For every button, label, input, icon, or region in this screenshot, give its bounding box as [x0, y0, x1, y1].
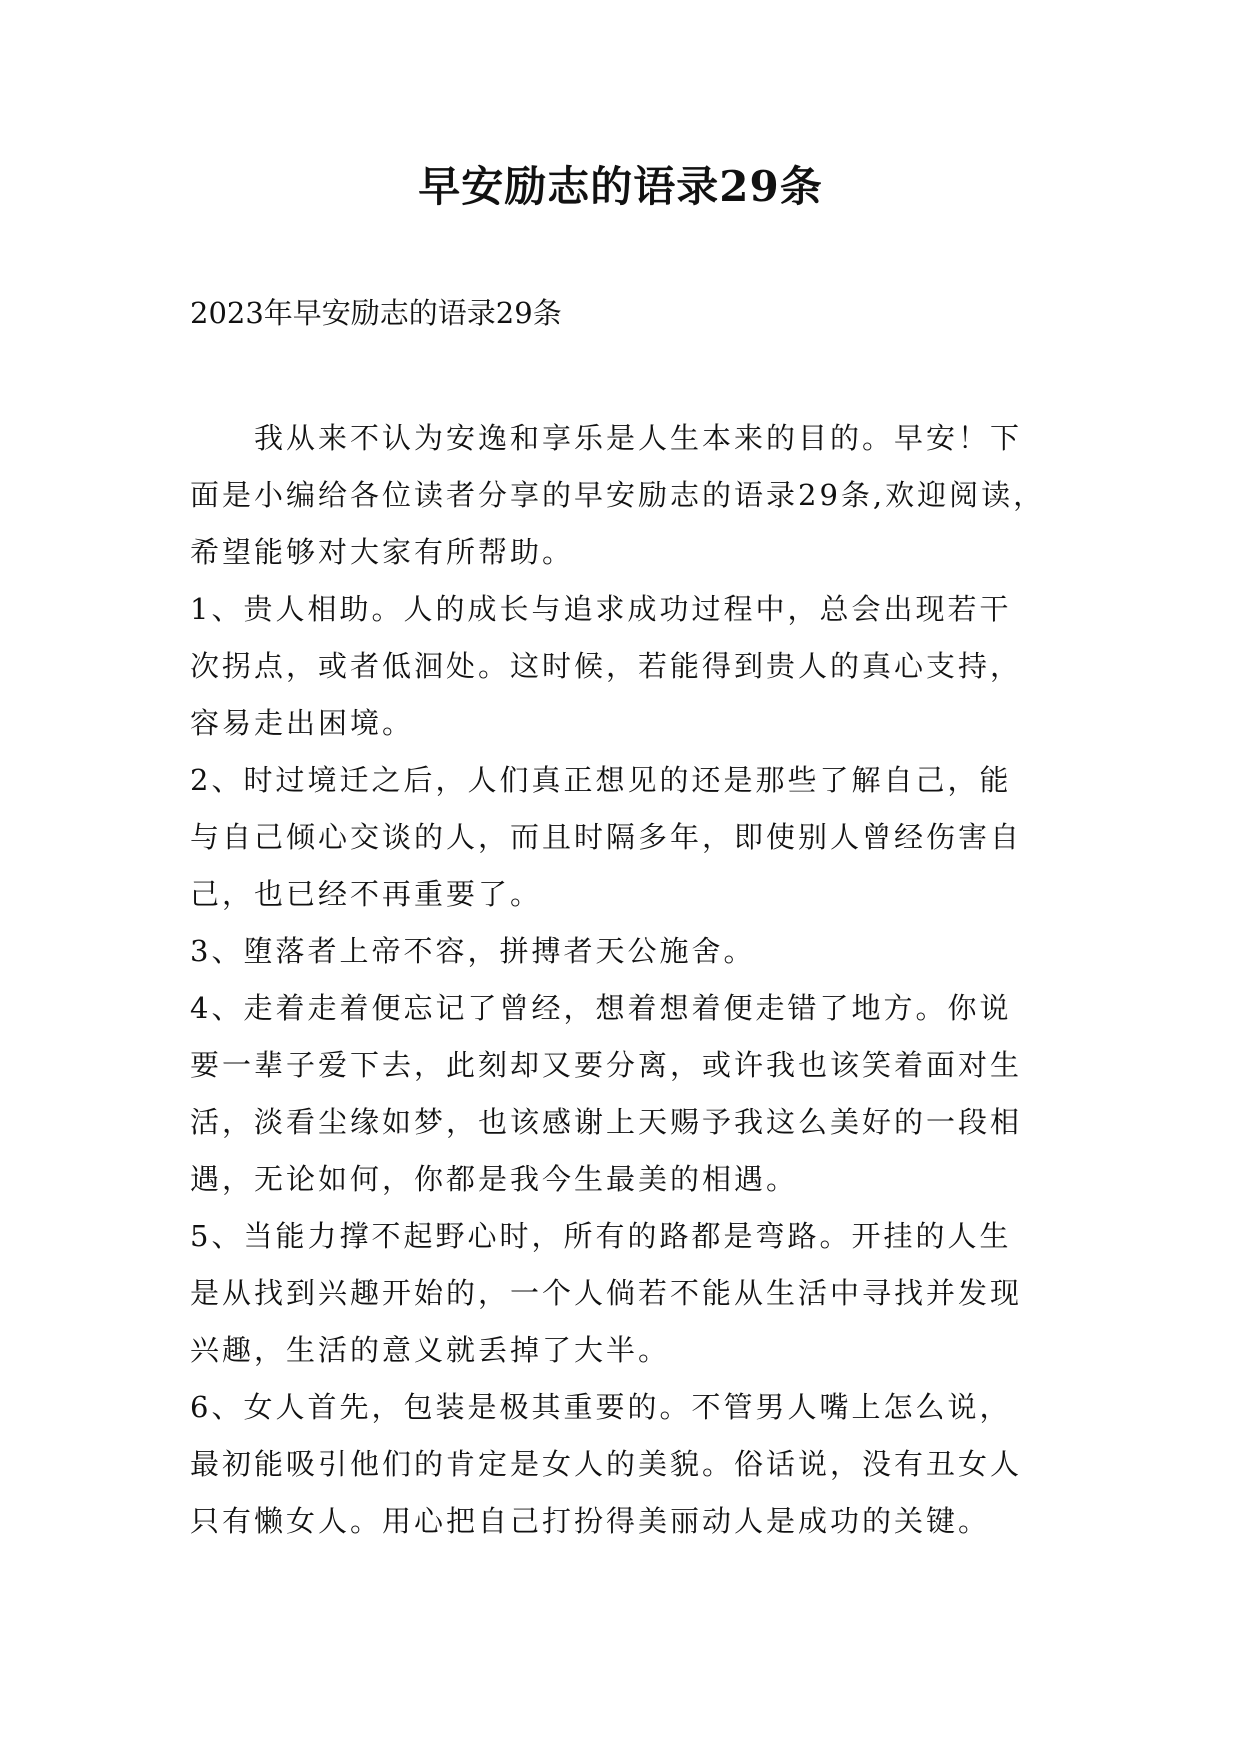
body-line: 次拐点，或者低洄处。这时候，若能得到贵人的真心支持， — [190, 649, 1023, 683]
body-line: 活，淡看尘缘如梦，也该感谢上天赐予我这么美好的一段相 — [190, 1105, 1023, 1139]
body-line: 3、堕落者上帝不容，拼搏者天公施舍。 — [190, 934, 756, 968]
body-line: 遇，无论如何，你都是我今生最美的相遇。 — [190, 1162, 799, 1196]
document-body — [190, 410, 1060, 1550]
body-line: 我从来不认为安逸和享乐是人生本来的目的。早安！下 — [190, 421, 1023, 455]
body-line: 面是小编给各位读者分享的早安励志的语录29条,欢迎阅读， — [190, 478, 1046, 512]
body-line: 4、走着走着便忘记了曾经，想着想着便走错了地方。你说 — [190, 991, 1012, 1025]
body-line: 最初能吸引他们的肯定是女人的美貌。俗话说，没有丑女人 — [190, 1447, 1023, 1481]
body-line: 容易走出困境。 — [190, 706, 415, 740]
body-line: 与自己倾心交谈的人，而且时隔多年，即使别人曾经伤害自 — [190, 820, 1023, 854]
body-line: 只有懒女人。用心把自己打扮得美丽动人是成功的关键。 — [190, 1504, 991, 1538]
body-line: 希望能够对大家有所帮助。 — [190, 535, 575, 569]
body-line: 要一辈子爱下去，此刻却又要分离，或许我也该笑着面对生 — [190, 1048, 1023, 1082]
body-line: 5、当能力撑不起野心时，所有的路都是弯路。开挂的人生 — [190, 1219, 1012, 1253]
body-line: 是从找到兴趣开始的，一个人倘若不能从生活中寻找并发现 — [190, 1276, 1023, 1310]
body-line: 1、贵人相助。人的成长与追求成功过程中，总会出现若干 — [190, 592, 1012, 626]
body-line: 兴趣，生活的意义就丢掉了大半。 — [190, 1333, 671, 1367]
document-subtitle: 2023年早安励志的语录29条 — [190, 296, 562, 330]
document-title: 早安励志的语录29条 — [418, 162, 823, 211]
body-line: 己，也已经不再重要了。 — [190, 877, 543, 911]
body-line: 2、时过境迁之后，人们真正想见的还是那些了解自己，能 — [190, 763, 1012, 797]
body-line: 6、女人首先，包装是极其重要的。不管男人嘴上怎么说， — [190, 1390, 1012, 1424]
